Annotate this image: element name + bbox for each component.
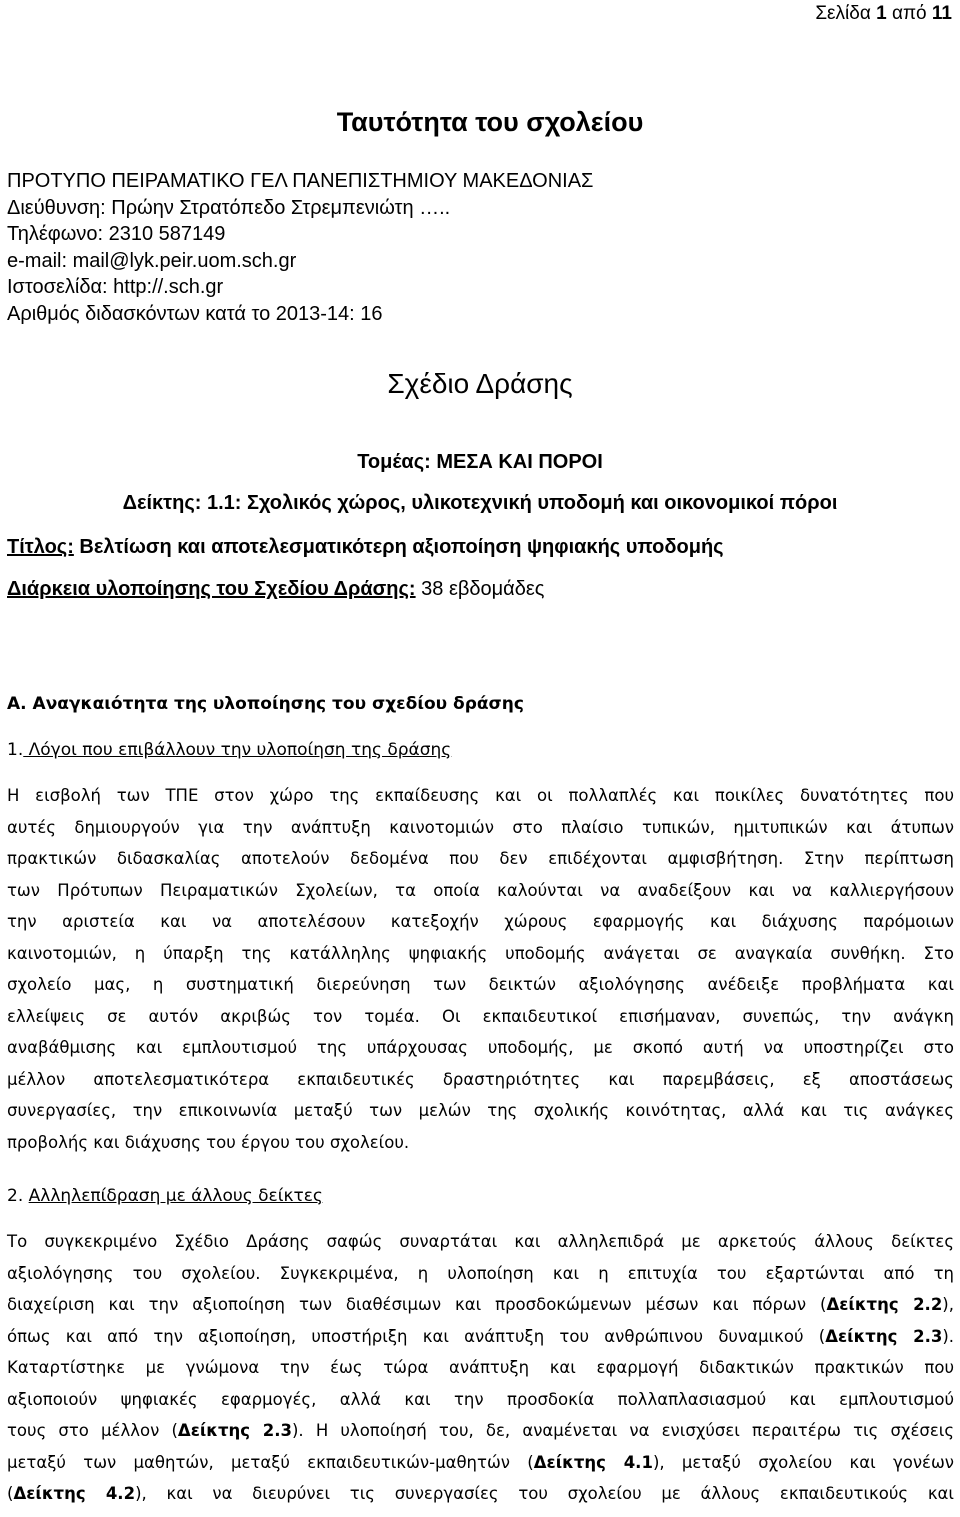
subsection-2-title: Αλληλεπίδραση με άλλους δείκτες: [28, 1186, 323, 1206]
text-run: διαχείριση και την αξιοποίηση των διαθέσιμων και προσδοκώμενων μέσων και πόρων (: [7, 1295, 827, 1314]
paragraph-2: [7, 1226, 954, 1510]
school-website: Ιστοσελίδα: http://.sch.gr: [7, 276, 224, 298]
page-number: [815, 3, 952, 25]
indicator-reference: Δείκτης 2.3: [177, 1421, 292, 1440]
page-number-current: 1: [876, 3, 887, 24]
title-label: Τίτλος:: [7, 536, 74, 558]
duration-value: 38 εβδομάδες: [415, 578, 545, 600]
subsection-2-number: 2.: [7, 1186, 24, 1206]
paragraph-line: την αριστεία και να αποτελέσουν κατεξοχήν χώρους εφαρμογής και διάχυσης παρόμοιων: [7, 912, 954, 931]
paragraph-line: [7, 1478, 954, 1510]
text-run: ), μεταξύ σχολείου και γονέων: [652, 1452, 955, 1472]
paragraph-line: των Πρότυπων Πειραματικών Σχολείων, τα οποία καλούνται να αναδείξουν και να καλλιεργήσουν: [7, 880, 954, 900]
paragraph-line: προβολής και διάχυσης του έργου του σχολείου.: [7, 1132, 410, 1152]
text-run: (: [7, 1484, 14, 1503]
subsection-1-number: 1.: [7, 740, 24, 760]
text-run: μεταξύ των μαθητών, μεταξύ εκπαιδευτικών-μαθητών (: [7, 1452, 534, 1472]
indicator-reference: Δείκτης 2.3: [825, 1326, 943, 1346]
title-value: Βελτίωση και αποτελεσματικότερη αξιοποίηση ψηφιακής υποδομής: [73, 536, 724, 558]
indicator-reference: Δείκτης 2.2: [826, 1295, 943, 1314]
school-teachers: Αριθμός διδασκόντων κατά το 2013-14: 16: [7, 302, 383, 325]
paragraph-line: [7, 1415, 954, 1447]
paragraph-line: ελλείψεις σε αυτόν ακριβώς τον τομέα. Οι εκπαιδευτικοί επισήμαναν, συνεπώς, την ανάγκη: [7, 1006, 954, 1026]
paragraph-line: μέλλον αποτελεσματικότερα εκπαιδευτικές δραστηριότητες και παρεμβάσεις, εξ αποστάσεως: [7, 1069, 954, 1089]
text-run: ).: [942, 1326, 954, 1346]
paragraph-line: αξιοποιούν ψηφιακές εφαρμογές, αλλά και την προσδοκία πολλαπλασιασμού και εμπλουτισμού: [7, 1389, 954, 1409]
page-number-prefix: Σελίδα: [815, 3, 871, 24]
document-title: Ταυτότητα του σχολείου: [336, 107, 644, 137]
subsection-1-title: Λόγοι που επιβάλλουν την υλοποίηση της δράσης: [23, 740, 452, 760]
school-email: e-mail: mail@lyk.peir.uom.sch.gr: [7, 249, 297, 272]
page-number-separator: από: [891, 3, 927, 24]
school-name: ΠΡΟΤΥΠΟ ΠΕΙΡΑΜΑΤΙΚΟ ΓΕΛ ΠΑΝΕΠΙΣΤΗΜΙΟΥ ΜΑΚΕΔΟΝΙΑΣ: [7, 170, 594, 192]
indicator-heading: Δείκτης: 1.1: Σχολικός χώρος, υλικοτεχνική υποδομή και οικονομικοί πόροι: [122, 492, 838, 514]
paragraph-line: Το συγκεκριμένο Σχέδιο Δράσης σαφώς συναρτάται και αλληλεπιδρά με αρκετούς άλλους δείκτες: [7, 1232, 954, 1251]
paragraph-line: Η εισβολή των ΤΠΕ στον χώρο της εκπαίδευσης και οι πολλαπλές και ποικίλες δυνατότητες που: [7, 786, 954, 805]
paragraph-line: καινοτομιών, η ύπαρξη της κατάλληλης ψηφιακής υποδομής ανάγεται σε αναγκαία συνθήκη. Στο: [7, 943, 954, 963]
plan-title: Σχέδιο Δράσης: [387, 368, 573, 399]
text-run: ),: [942, 1295, 954, 1314]
paragraph-line: [7, 1447, 954, 1479]
paragraph-line: πρακτικών διδασκαλίας αποτελούν δεδομένα που δεν επιδέχονται αμφισβήτηση. Στην περίπτωση: [7, 849, 954, 868]
plan-title-line: [7, 536, 724, 559]
subsection-2-heading: [7, 1186, 323, 1206]
paragraph-line: Καταρτίστηκε με γνώμονα την έως τώρα ανάπτυξη και εφαρμογή διδακτικών πρακτικών που: [7, 1358, 954, 1377]
school-phone: Τηλέφωνο: 2310 587149: [7, 223, 226, 245]
text-run: ). Η υλοποίησή του, δε, αναμένεται να ενισχύσει περαιτέρω τις σχέσεις: [291, 1421, 955, 1440]
duration-line: [7, 578, 544, 601]
school-info: [7, 168, 593, 327]
duration-label: Διάρκεια υλοποίησης του Σχεδίου Δράσης:: [7, 578, 416, 600]
paragraph-line: σχολείο μας, η συστηματική διερεύνηση των δεικτών αξιολόγησης ανέδειξε προβλήματα και: [7, 975, 954, 994]
paragraph-line: αξιολόγησης του σχολείου. Συγκεκριμένα, η υλοποίηση και η επιτυχία του εξαρτώνται από τη: [7, 1263, 954, 1283]
paragraph-line: [7, 1321, 954, 1353]
indicator-reference: Δείκτης 4.2: [13, 1484, 136, 1503]
paragraph-line: αυτές δημιουργούν για την ανάπτυξη καινοτομιών στο πλαίσιο τυπικών, ημιτυπικών και άτυπων: [7, 817, 954, 837]
text-run: ), και να διευρύνει τις συνεργασίες του σχολείου με άλλους εκπαιδευτικούς και: [135, 1484, 955, 1503]
school-address: Διεύθυνση: Πρώην Στρατόπεδο Στρεμπενιώτη …..: [7, 196, 451, 219]
text-run: όπως και από την αξιοποίηση, υποστήριξη και ανάπτυξη του ανθρώπινου δυναμικού (: [7, 1326, 826, 1346]
indicator-reference: Δείκτης 4.1: [533, 1452, 653, 1472]
text-run: τους στο μέλλον (: [7, 1421, 178, 1440]
paragraph-line: αναβάθμισης και εμπλουτισμού της υπάρχουσας υποδομής, με σκοπό αυτή να υποστηρίζει στο: [7, 1038, 954, 1057]
subsection-1-heading: [7, 740, 451, 760]
sector-heading: Τομέας: ΜΕΣΑ ΚΑΙ ΠΟΡΟΙ: [357, 451, 603, 473]
section-a-heading: Α. Αναγκαιότητα της υλοποίησης του σχεδίου δράσης: [7, 694, 524, 714]
paragraph-line: [7, 1289, 954, 1321]
paragraph-line: συνεργασίες, την επικοινωνία μεταξύ των μελών της σχολικής κοινότητας, αλλά και τις ανάγκες: [7, 1101, 954, 1120]
paragraph-1: [7, 780, 954, 1158]
page-number-total: 11: [931, 3, 952, 24]
